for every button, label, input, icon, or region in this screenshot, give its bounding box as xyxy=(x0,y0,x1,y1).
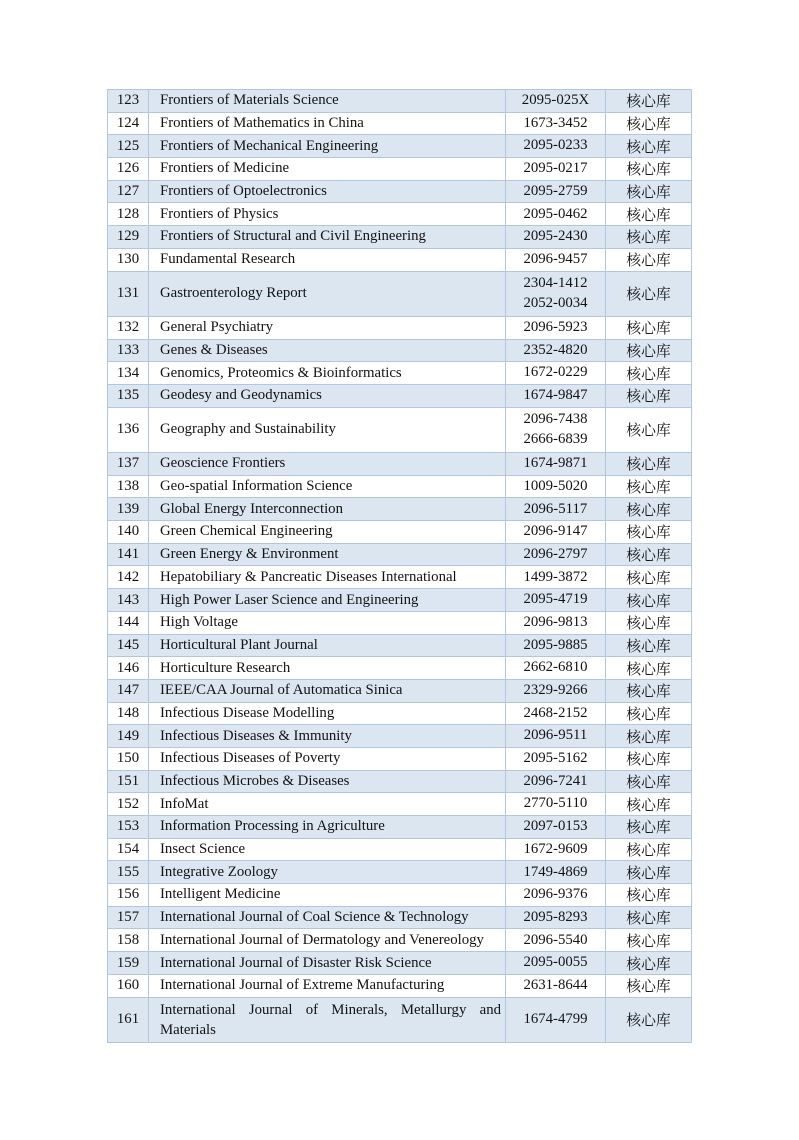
issn-line: 2097-0153 xyxy=(523,818,588,835)
table-row xyxy=(108,974,692,997)
issn-line: 1009-5020 xyxy=(523,477,588,494)
row-number: 137 xyxy=(108,453,149,476)
category-label: 核心库 xyxy=(606,657,692,680)
category-label: 核心库 xyxy=(606,816,692,839)
issn-value xyxy=(506,929,606,952)
category-label: 核心库 xyxy=(606,498,692,521)
category-label: 核心库 xyxy=(606,838,692,861)
table-row xyxy=(108,634,692,657)
issn-line: 2095-0233 xyxy=(523,137,588,154)
row-number: 140 xyxy=(108,521,149,544)
issn-line: 1749-4869 xyxy=(523,863,588,880)
category-label: 核心库 xyxy=(606,906,692,929)
category-label: 核心库 xyxy=(606,384,692,407)
table-row xyxy=(108,90,692,113)
journal-name: IEEE/CAA Journal of Automatica Sinica xyxy=(149,679,506,702)
issn-value xyxy=(506,203,606,226)
table-row xyxy=(108,362,692,385)
issn-value xyxy=(506,362,606,385)
issn-value xyxy=(506,158,606,181)
row-number: 154 xyxy=(108,838,149,861)
issn-value xyxy=(506,566,606,589)
row-number: 142 xyxy=(108,566,149,589)
journal-table-body xyxy=(108,90,692,1043)
row-number: 151 xyxy=(108,770,149,793)
row-number: 156 xyxy=(108,884,149,907)
row-number: 136 xyxy=(108,407,149,452)
table-row xyxy=(108,884,692,907)
issn-value xyxy=(506,611,606,634)
row-number: 152 xyxy=(108,793,149,816)
row-number: 160 xyxy=(108,974,149,997)
table-row xyxy=(108,203,692,226)
journal-name: Green Chemical Engineering xyxy=(149,521,506,544)
row-number: 132 xyxy=(108,316,149,339)
issn-value xyxy=(506,861,606,884)
issn-line: 1673-3452 xyxy=(523,114,588,131)
row-number: 153 xyxy=(108,816,149,839)
category-label: 核心库 xyxy=(606,362,692,385)
row-number: 130 xyxy=(108,248,149,271)
table-row xyxy=(108,611,692,634)
row-number: 158 xyxy=(108,929,149,952)
table-row xyxy=(108,816,692,839)
issn-line: 2631-8644 xyxy=(523,976,588,993)
journal-name: International Journal of Coal Science & Technology xyxy=(149,906,506,929)
category-label: 核心库 xyxy=(606,702,692,725)
issn-line: 2052-0034 xyxy=(523,294,588,311)
category-label: 核心库 xyxy=(606,407,692,452)
category-label: 核心库 xyxy=(606,952,692,975)
issn-line: 2096-9813 xyxy=(523,613,588,630)
category-label: 核心库 xyxy=(606,747,692,770)
table-row xyxy=(108,453,692,476)
table-row xyxy=(108,747,692,770)
issn-value xyxy=(506,974,606,997)
table-row xyxy=(108,793,692,816)
row-number: 134 xyxy=(108,362,149,385)
issn-line: 1672-9609 xyxy=(523,840,588,857)
issn-line: 2329-9266 xyxy=(523,682,588,698)
category-label: 核心库 xyxy=(606,180,692,203)
issn-line: 2095-0217 xyxy=(523,160,588,177)
row-number: 127 xyxy=(108,180,149,203)
journal-name: Frontiers of Mechanical Engineering xyxy=(149,135,506,158)
category-label: 核心库 xyxy=(606,793,692,816)
issn-line: 1674-9847 xyxy=(523,387,588,404)
category-label: 核心库 xyxy=(606,112,692,135)
issn-value xyxy=(506,816,606,839)
issn-value xyxy=(506,725,606,748)
table-row xyxy=(108,475,692,498)
row-number: 157 xyxy=(108,906,149,929)
journal-name: Infectious Diseases of Poverty xyxy=(149,747,506,770)
table-row xyxy=(108,770,692,793)
issn-line: 2096-9457 xyxy=(523,250,588,267)
issn-line: 2096-7241 xyxy=(523,772,588,789)
issn-line: 2096-9511 xyxy=(523,727,588,744)
issn-line: 2096-9147 xyxy=(523,523,588,540)
journal-name: Geodesy and Geodynamics xyxy=(149,384,506,407)
journal-name: InfoMat xyxy=(149,793,506,816)
issn-line: 2095-5162 xyxy=(523,750,588,767)
category-label: 核心库 xyxy=(606,521,692,544)
journal-name: Geo-spatial Information Science xyxy=(149,475,506,498)
journal-name: Global Energy Interconnection xyxy=(149,498,506,521)
journal-name: Gastroenterology Report xyxy=(149,271,506,316)
category-label: 核心库 xyxy=(606,884,692,907)
row-number: 129 xyxy=(108,226,149,249)
table-row xyxy=(108,339,692,362)
category-label: 核心库 xyxy=(606,634,692,657)
journal-name: General Psychiatry xyxy=(149,316,506,339)
journal-name: Insect Science xyxy=(149,838,506,861)
row-number: 128 xyxy=(108,203,149,226)
journal-name: Frontiers of Physics xyxy=(149,203,506,226)
table-row xyxy=(108,316,692,339)
issn-line: 2095-2759 xyxy=(523,182,588,199)
journal-name: International Journal of Dermatology and Venereology xyxy=(149,929,506,952)
journal-name: Frontiers of Medicine xyxy=(149,158,506,181)
issn-line: 1674-9871 xyxy=(523,455,588,472)
journal-name: International Journal of Minerals, Metallurgy and Materials xyxy=(149,997,506,1042)
issn-line: 1672-0229 xyxy=(523,364,588,381)
table-row xyxy=(108,679,692,702)
journal-name: Geography and Sustainability xyxy=(149,407,506,452)
issn-value xyxy=(506,316,606,339)
table-row xyxy=(108,929,692,952)
table-row xyxy=(108,521,692,544)
issn-line: 2096-2797 xyxy=(523,545,588,562)
issn-value xyxy=(506,747,606,770)
issn-line: 2096-5540 xyxy=(523,931,588,948)
issn-line: 2096-9376 xyxy=(523,886,588,903)
issn-value xyxy=(506,838,606,861)
issn-value xyxy=(506,226,606,249)
category-label: 核心库 xyxy=(606,316,692,339)
journal-name: Genomics, Proteomics & Bioinformatics xyxy=(149,362,506,385)
table-row xyxy=(108,997,692,1042)
journal-table xyxy=(107,89,692,1043)
issn-line: 2352-4820 xyxy=(523,341,588,358)
issn-line: 1499-3872 xyxy=(523,568,588,585)
journal-name: Horticulture Research xyxy=(149,657,506,680)
table-row xyxy=(108,838,692,861)
journal-name: International Journal of Disaster Risk Science xyxy=(149,952,506,975)
issn-value xyxy=(506,498,606,521)
journal-name: Information Processing in Agriculture xyxy=(149,816,506,839)
issn-value xyxy=(506,884,606,907)
table-row xyxy=(108,906,692,929)
category-label: 核心库 xyxy=(606,135,692,158)
category-label: 核心库 xyxy=(606,158,692,181)
journal-name: Fundamental Research xyxy=(149,248,506,271)
journal-name: Geoscience Frontiers xyxy=(149,453,506,476)
journal-name: Hepatobiliary & Pancreatic Diseases International xyxy=(149,566,506,589)
issn-line: 2096-5923 xyxy=(523,318,588,335)
issn-line: 2095-8293 xyxy=(523,908,588,925)
issn-value xyxy=(506,271,606,316)
row-number: 148 xyxy=(108,702,149,725)
category-label: 核心库 xyxy=(606,271,692,316)
issn-value xyxy=(506,112,606,135)
issn-value xyxy=(506,475,606,498)
category-label: 核心库 xyxy=(606,566,692,589)
category-label: 核心库 xyxy=(606,929,692,952)
category-label: 核心库 xyxy=(606,611,692,634)
journal-name: Frontiers of Optoelectronics xyxy=(149,180,506,203)
issn-line: 2468-2152 xyxy=(523,704,588,721)
issn-line: 2095-025X xyxy=(521,92,590,109)
table-row xyxy=(108,226,692,249)
journal-name: Genes & Diseases xyxy=(149,339,506,362)
category-label: 核心库 xyxy=(606,861,692,884)
journal-name: Frontiers of Structural and Civil Engineering xyxy=(149,226,506,249)
row-number: 131 xyxy=(108,271,149,316)
issn-value xyxy=(506,407,606,452)
row-number: 144 xyxy=(108,611,149,634)
category-label: 核心库 xyxy=(606,770,692,793)
table-row xyxy=(108,384,692,407)
issn-line: 2095-0462 xyxy=(523,205,588,222)
issn-value xyxy=(506,248,606,271)
issn-value xyxy=(506,521,606,544)
issn-value xyxy=(506,657,606,680)
issn-value xyxy=(506,543,606,566)
journal-name: International Journal of Extreme Manufacturing xyxy=(149,974,506,997)
journal-name: Frontiers of Materials Science xyxy=(149,90,506,113)
journal-name: Horticultural Plant Journal xyxy=(149,634,506,657)
issn-value xyxy=(506,589,606,612)
category-label: 核心库 xyxy=(606,543,692,566)
category-label: 核心库 xyxy=(606,453,692,476)
issn-value xyxy=(506,634,606,657)
issn-value xyxy=(506,702,606,725)
issn-value xyxy=(506,679,606,702)
row-number: 141 xyxy=(108,543,149,566)
row-number: 146 xyxy=(108,657,149,680)
journal-name: Infectious Microbes & Diseases xyxy=(149,770,506,793)
issn-line: 2095-4719 xyxy=(523,591,588,608)
issn-line: 2096-5117 xyxy=(523,500,588,517)
journal-name: Infectious Disease Modelling xyxy=(149,702,506,725)
issn-value xyxy=(506,997,606,1042)
category-label: 核心库 xyxy=(606,974,692,997)
row-number: 123 xyxy=(108,90,149,113)
issn-line: 2662-6810 xyxy=(523,659,588,676)
issn-value xyxy=(506,952,606,975)
row-number: 135 xyxy=(108,384,149,407)
table-row xyxy=(108,271,692,316)
row-number: 161 xyxy=(108,997,149,1042)
issn-line: 2770-5110 xyxy=(523,795,588,812)
issn-line: 2666-6839 xyxy=(523,430,588,447)
table-row xyxy=(108,657,692,680)
table-row xyxy=(108,180,692,203)
issn-value xyxy=(506,135,606,158)
issn-value xyxy=(506,339,606,362)
issn-value xyxy=(506,90,606,113)
category-label: 核心库 xyxy=(606,203,692,226)
table-row xyxy=(108,158,692,181)
row-number: 124 xyxy=(108,112,149,135)
issn-value xyxy=(506,770,606,793)
table-row xyxy=(108,248,692,271)
row-number: 133 xyxy=(108,339,149,362)
issn-line: 2304-1412 xyxy=(523,275,588,292)
table-row xyxy=(108,566,692,589)
table-row xyxy=(108,589,692,612)
row-number: 147 xyxy=(108,679,149,702)
category-label: 核心库 xyxy=(606,725,692,748)
issn-line: 2095-0055 xyxy=(523,954,588,971)
journal-name: Green Energy & Environment xyxy=(149,543,506,566)
category-label: 核心库 xyxy=(606,475,692,498)
issn-line: 1674-4799 xyxy=(523,1010,588,1027)
row-number: 125 xyxy=(108,135,149,158)
table-row xyxy=(108,112,692,135)
row-number: 143 xyxy=(108,589,149,612)
category-label: 核心库 xyxy=(606,248,692,271)
category-label: 核心库 xyxy=(606,589,692,612)
issn-value xyxy=(506,384,606,407)
journal-name: Infectious Diseases & Immunity xyxy=(149,725,506,748)
issn-value xyxy=(506,180,606,203)
row-number: 139 xyxy=(108,498,149,521)
category-label: 核心库 xyxy=(606,997,692,1042)
journal-name: Intelligent Medicine xyxy=(149,884,506,907)
row-number: 138 xyxy=(108,475,149,498)
table-row xyxy=(108,407,692,452)
table-row xyxy=(108,725,692,748)
row-number: 155 xyxy=(108,861,149,884)
journal-name: Integrative Zoology xyxy=(149,861,506,884)
row-number: 159 xyxy=(108,952,149,975)
issn-line: 2095-9885 xyxy=(523,636,588,653)
category-label: 核心库 xyxy=(606,339,692,362)
issn-line: 2096-7438 xyxy=(523,411,588,428)
issn-value xyxy=(506,793,606,816)
category-label: 核心库 xyxy=(606,679,692,702)
table-row xyxy=(108,498,692,521)
table-row xyxy=(108,952,692,975)
table-row xyxy=(108,861,692,884)
journal-name: High Voltage xyxy=(149,611,506,634)
table-row xyxy=(108,702,692,725)
table-row xyxy=(108,543,692,566)
issn-line: 2095-2430 xyxy=(523,228,588,245)
row-number: 145 xyxy=(108,634,149,657)
category-label: 核心库 xyxy=(606,90,692,113)
journal-name: High Power Laser Science and Engineering xyxy=(149,589,506,612)
issn-value xyxy=(506,906,606,929)
row-number: 126 xyxy=(108,158,149,181)
issn-value xyxy=(506,453,606,476)
table-row xyxy=(108,135,692,158)
row-number: 150 xyxy=(108,747,149,770)
row-number: 149 xyxy=(108,725,149,748)
journal-name: Frontiers of Mathematics in China xyxy=(149,112,506,135)
category-label: 核心库 xyxy=(606,226,692,249)
